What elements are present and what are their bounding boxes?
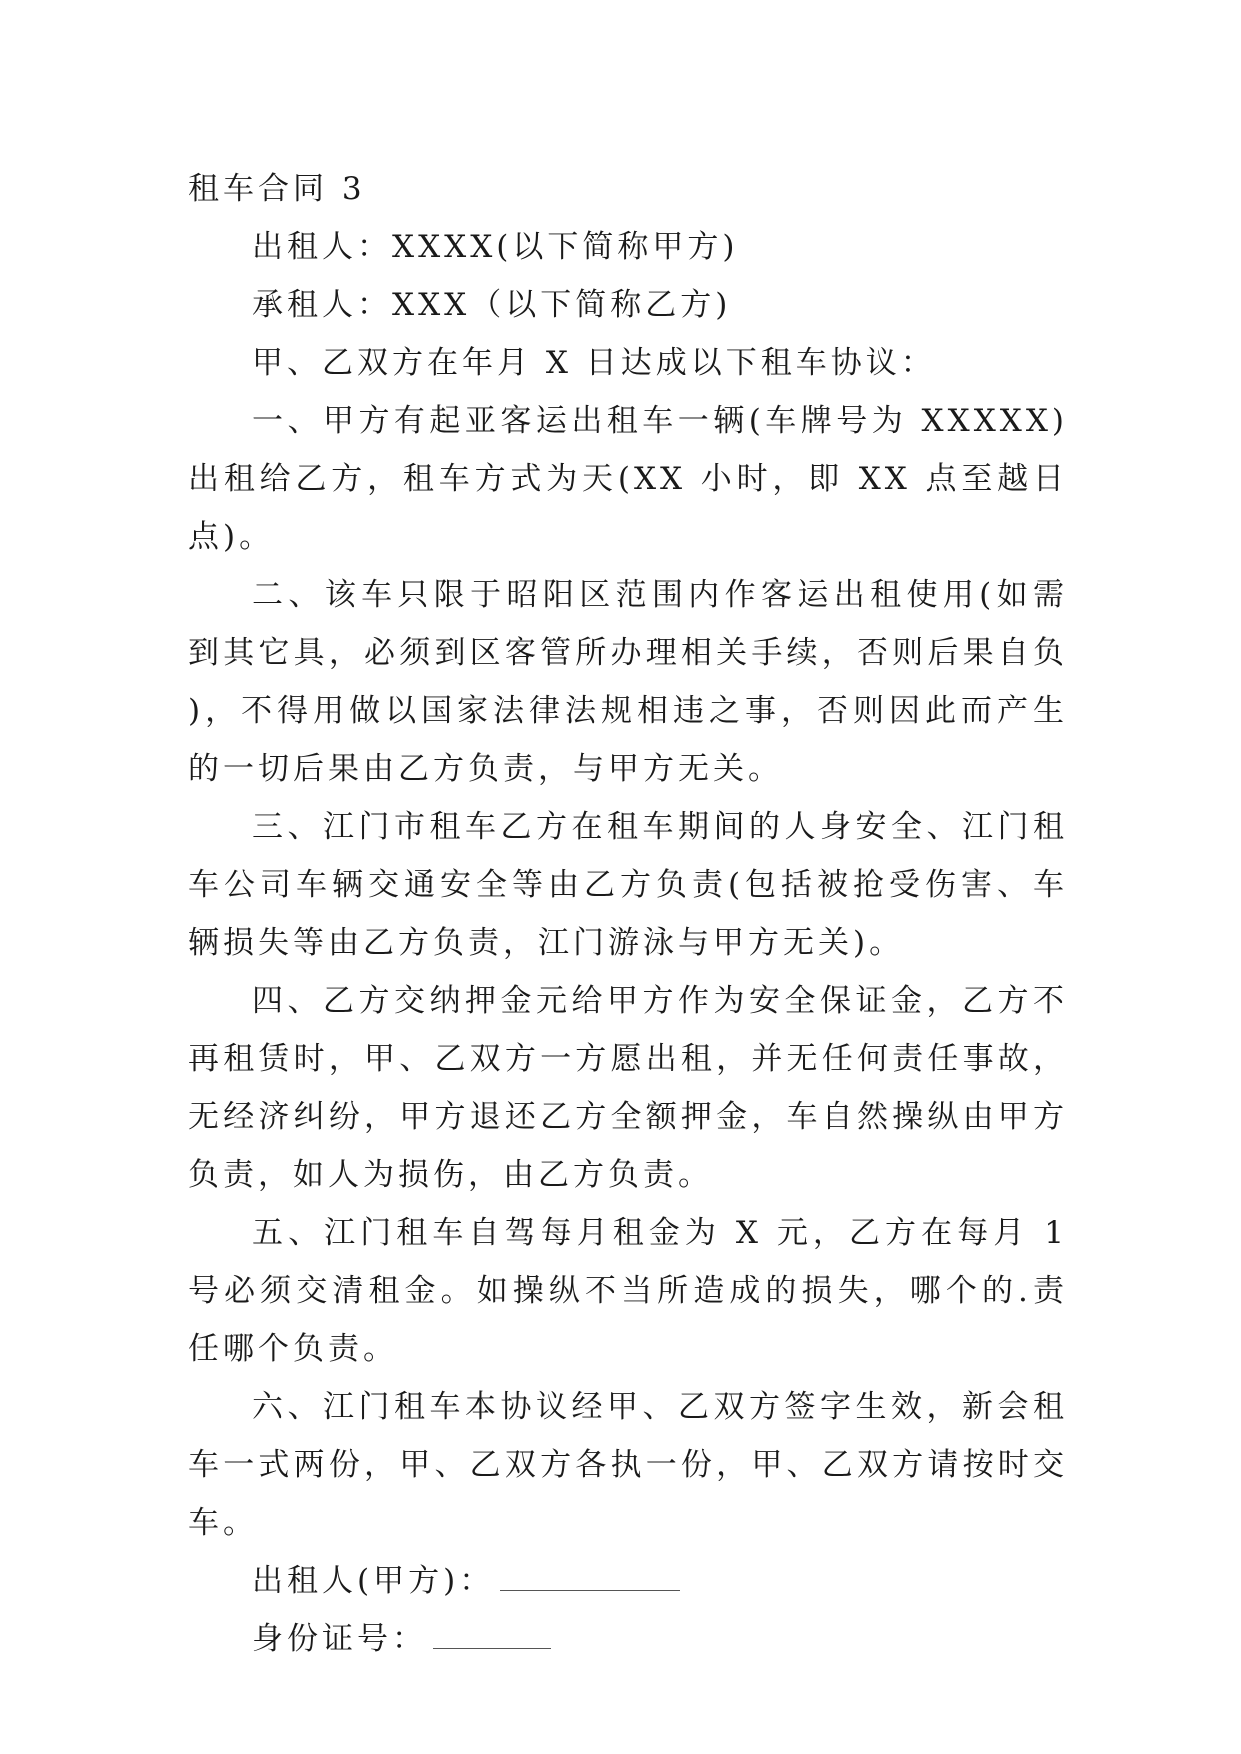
clause-3: 三、江门市租车乙方在租车期间的人身安全、江门租车公司车辆交通安全等由乙方负责(包括被抢受伤害、车辆损失等由乙方负责，江门游泳与甲方无关)。 bbox=[188, 809, 1068, 961]
clause-4: 四、乙方交纳押金元给甲方作为安全保证金，乙方不再租赁时，甲、乙双方一方愿出租，并无任何责任事故，无经济纠纷，甲方退还乙方全额押金，车自然操纵由甲方负责，如人为损伤，由乙方负责。 bbox=[188, 983, 1068, 1193]
document-title: 租车合同 3 bbox=[188, 171, 366, 207]
lessor-line: 出租人：XXXX(以下简称甲方) bbox=[252, 229, 739, 265]
lessor-signature-label: 出租人(甲方)： bbox=[252, 1563, 495, 1599]
id-number-line bbox=[188, 1610, 1068, 1668]
clause-1: 一、甲方有起亚客运出租车一辆(车牌号为 XXXXX)出租给乙方，租车方式为天(XX 小时，即 XX 点至越日点)。 bbox=[188, 403, 1068, 555]
clause-6: 六、江门租车本协议经甲、乙双方签字生效，新会租车一式两份，甲、乙双方各执一份，甲、乙双方请按时交车。 bbox=[188, 1389, 1068, 1541]
id-number-label: 身份证号： bbox=[252, 1621, 427, 1657]
clause-5: 五、江门租车自驾每月租金为 X 元，乙方在每月 1 号必须交清租金。如操纵不当所造成的损失，哪个的.责任哪个负责。 bbox=[188, 1215, 1068, 1367]
document-body bbox=[188, 160, 1068, 1668]
lessee-line: 承租人：XXX（以下简称乙方) bbox=[252, 287, 732, 323]
id-number-blank bbox=[433, 1620, 551, 1649]
lessor-signature-line bbox=[188, 1552, 1068, 1610]
lessor-signature-blank bbox=[500, 1562, 680, 1591]
intro-paragraph: 甲、乙双方在年月 X 日达成以下租车协议： bbox=[252, 345, 936, 381]
clause-2: 二、该车只限于昭阳区范围内作客运出租使用(如需到其它具，必须到区客管所办理相关手续，否则后果自负)，不得用做以国家法律法规相违之事，否则因此而产生的一切后果由乙方负责，与甲方无关。 bbox=[188, 577, 1068, 787]
